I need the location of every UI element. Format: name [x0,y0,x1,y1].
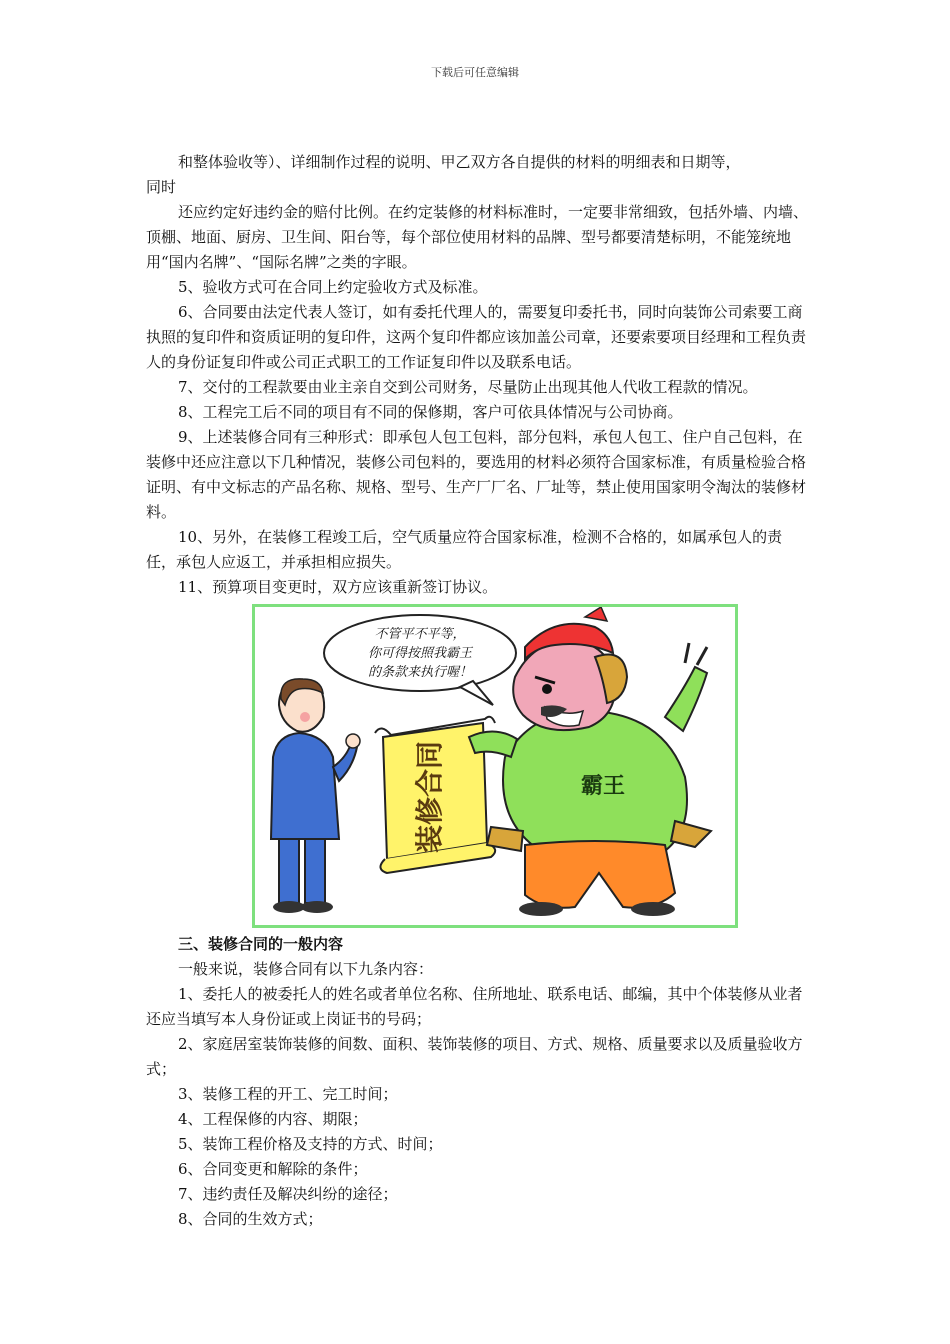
list-item: 8、合同的生效方式； [178,1210,323,1228]
scroll-title: 装修合同 [413,740,446,854]
paragraph: 5、验收方式可在合同上约定验收方式及标准。 [178,278,488,296]
paragraph: 9、上述装修合同有三种形式：即承包人包工包料，部分包料，承包人包工、住户自己包料，在装修中还应注意以下几种情况，装修公司包料的，要选用的材料必须符合国家标准，有质量检验合格证明、有中文标志的产品名称、规格、型号、生产厂厂名、厂址等，禁止使用国家明令淘汰的装修材料。 [146,428,807,521]
paragraph: 同时 [146,178,177,196]
list-item: 4、工程保修的内容、期限； [178,1110,368,1128]
cartoon-drawing [255,607,735,925]
list-item: 6、合同变更和解除的条件； [178,1160,368,1178]
list-item: 7、违约责任及解决纠纷的途径； [178,1185,398,1203]
man-figure [271,679,360,913]
list-item: 1、委托人的被委托人的姓名或者单位名称、住所地址、联系电话、邮编，其中个体装修从业者还应当填写本人身份证或上岗证书的号码； [146,985,803,1028]
list-item: 2、家庭居室装饰装修的间数、面积、装饰装修的项目、方式、规格、质量要求以及质量验收方式； [146,1035,803,1078]
speech-line-3: 的条款来执行喔！ [367,665,473,680]
section-intro: 一般来说，装修合同有以下九条内容： [178,960,434,978]
contract-cartoon-illustration [252,604,738,928]
list-item: 3、装修工程的开工、完工时间； [178,1085,398,1103]
speech-bubble-tail [460,681,493,705]
paragraph: 11、预算项目变更时，双方应该重新签订协议。 [178,578,498,596]
section-heading: 三、装修合同的一般内容 [178,935,344,953]
speech-line-1: 不管平不平等， [374,627,466,642]
paragraph: 8、工程完工后不同的项目有不同的保修期，客户可依具体情况与公司协商。 [178,403,683,421]
paragraph: 6、合同要由法定代表人签订，如有委托代理人的，需要复印委托书，同时向装饰公司索要工商执照的复印件和资质证明的复印件，这两个复印件都应该加盖公司章，还要索要项目经理和工程负责人的身份证复印件或公司正式职工的工作证复印件以及联系电话。 [146,303,807,371]
paragraph: 还应约定好违约金的赔付比例。在约定装修的材料标准时，一定要非常细致，包括外墙、内墙、顶棚、地面、厨房、卫生间、阳台等，每个部位使用材料的品牌、型号都要清楚标明，不能笼统地用“国内名牌”、“国际名牌”之类的字眼。 [146,203,809,271]
shirt-label: 霸王 [580,774,626,799]
page-header: 下载后可任意编辑 [431,66,519,79]
list-item: 5、装饰工程价格及支持的方式、时间； [178,1135,443,1153]
paragraph: 7、交付的工程款要由业主亲自交到公司财务，尽量防止出现其他人代收工程款的情况。 [178,378,758,396]
speech-line-2: 你可得按照我霸王 [367,646,473,661]
paragraph: 和整体验收等）、详细制作过程的说明、甲乙双方各自提供的材料的明细表和日期等， [178,153,741,171]
document-body [146,150,808,1232]
paragraph: 10、另外，在装修工程竣工后，空气质量应符合国家标准，检测不合格的，如属承包人的责任，承包人应返工，并承担相应损失。 [146,528,783,571]
